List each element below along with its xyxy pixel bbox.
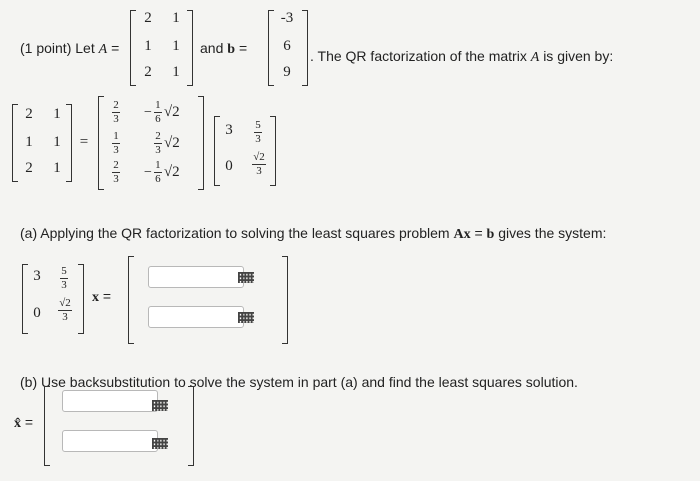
- x-equals: [92, 288, 111, 306]
- qr-statement: [310, 48, 613, 66]
- answer-field[interactable]: [67, 432, 141, 452]
- matrix-cell: 1: [53, 160, 61, 176]
- fraction: [58, 298, 72, 323]
- part-a-label: [20, 225, 606, 243]
- bracket-right: [188, 386, 194, 466]
- numerator: √2: [59, 297, 71, 309]
- part-b-label: (b) Use backsubstitution to solve the system in part (a) and find the least squares solution.: [20, 374, 578, 390]
- answer-input-b1[interactable]: [62, 390, 158, 412]
- q-entry: [144, 100, 180, 125]
- sqrt-term: √2: [163, 104, 180, 120]
- x-symbol: x: [92, 290, 99, 305]
- matrix-cell: 1: [172, 38, 180, 54]
- and-word: and: [200, 40, 224, 56]
- eq-lhs: Ax: [453, 227, 471, 242]
- sqrt-term: √2: [163, 164, 180, 180]
- numerator: 5: [61, 265, 67, 277]
- fraction: [112, 131, 120, 156]
- matrix-cell: 3: [225, 122, 233, 138]
- denominator: 3: [155, 144, 161, 156]
- equals-sign: =: [474, 225, 483, 241]
- vector-cell: 9: [283, 64, 291, 80]
- bracket-left: [268, 10, 274, 86]
- bracket-right: [282, 256, 288, 344]
- matrix-cell: 2: [144, 10, 152, 26]
- q-entry: [144, 160, 180, 185]
- fraction: [254, 120, 262, 145]
- answer-field[interactable]: [153, 268, 227, 288]
- matrix-cell: 3: [33, 268, 41, 284]
- matrix-entry-icon[interactable]: [238, 312, 254, 323]
- bracket-right: [198, 96, 204, 190]
- fraction: [112, 100, 120, 125]
- equals-sign: =: [102, 288, 112, 304]
- matrix-entry-icon[interactable]: [152, 438, 168, 449]
- matrix-cell: 1: [53, 106, 61, 122]
- numerator: 2: [113, 159, 119, 171]
- denominator: 3: [113, 173, 119, 185]
- bracket-right: [270, 116, 276, 186]
- equals-sign: =: [238, 40, 248, 56]
- sqrt-term: √2: [164, 135, 180, 151]
- bracket-left: [128, 256, 134, 344]
- sign: −: [144, 164, 152, 180]
- denominator: 3: [256, 165, 262, 177]
- answer-input-a2[interactable]: [148, 306, 244, 328]
- matrix-cell: 1: [172, 10, 180, 26]
- fraction: [252, 152, 266, 177]
- numerator: 1: [155, 99, 161, 111]
- denominator: 3: [61, 279, 67, 291]
- q-entry: [152, 131, 180, 156]
- numerator: √2: [253, 151, 265, 163]
- answer-field[interactable]: [153, 308, 227, 328]
- answer-input-a1[interactable]: [148, 266, 244, 288]
- A-symbol: A: [98, 42, 108, 57]
- denominator: 3: [113, 144, 119, 156]
- b-symbol: b: [227, 42, 236, 57]
- matrix-entry-icon[interactable]: [152, 400, 168, 411]
- equals-sign: =: [24, 414, 34, 430]
- denominator: 3: [62, 311, 68, 323]
- equals-sign: =: [111, 40, 120, 56]
- denominator: 3: [113, 113, 119, 125]
- denominator: 6: [155, 113, 161, 125]
- intro-prefix: (1 point) Let: [20, 40, 95, 56]
- bracket-left: [44, 386, 50, 466]
- fraction: [112, 160, 120, 185]
- numerator: 5: [255, 119, 261, 131]
- matrix-cell: 1: [53, 134, 61, 150]
- matrix-cell: 0: [33, 305, 41, 321]
- denominator: 3: [255, 133, 261, 145]
- numerator: 2: [113, 99, 119, 111]
- vector-cell: -3: [280, 10, 294, 26]
- matrix-cell: 1: [144, 38, 152, 54]
- bracket-left: [130, 10, 136, 86]
- qr-text: . The QR factorization of the matrix: [310, 48, 527, 64]
- answer-field[interactable]: [67, 392, 141, 412]
- bracket-right: [187, 10, 193, 86]
- xhat-symbol: x̂: [14, 416, 21, 431]
- answer-input-b2[interactable]: [62, 430, 158, 452]
- fraction: [60, 266, 68, 291]
- bracket-left: [98, 96, 104, 190]
- and-b-text: [200, 40, 247, 58]
- matrix-entry-icon[interactable]: [238, 272, 254, 283]
- bracket-left: [214, 116, 220, 186]
- xhat-equals: [14, 414, 33, 432]
- vector-cell: 6: [283, 38, 291, 54]
- matrix-cell: 2: [144, 64, 152, 80]
- part-a-text: (a) Applying the QR factorization to solving the least squares problem: [20, 225, 450, 241]
- part-a-text-end: gives the system:: [498, 225, 607, 241]
- bracket-left: [22, 264, 28, 334]
- equals-sign: =: [79, 134, 89, 150]
- bracket-right: [302, 10, 308, 86]
- matrix-cell: 2: [25, 160, 33, 176]
- matrix-cell: 2: [25, 106, 33, 122]
- eq-rhs: b: [486, 227, 495, 242]
- denominator: 6: [155, 173, 161, 185]
- A-symbol: A: [530, 50, 540, 65]
- matrix-cell: 1: [25, 134, 33, 150]
- intro-text: [20, 40, 119, 58]
- numerator: 1: [155, 159, 161, 171]
- bracket-right: [78, 264, 84, 334]
- bracket-right: [66, 104, 72, 182]
- bracket-left: [12, 104, 18, 182]
- matrix-cell: 0: [225, 158, 233, 174]
- sign: −: [144, 104, 152, 120]
- numerator: 1: [113, 130, 119, 142]
- qr-text-end: is given by:: [543, 48, 614, 64]
- matrix-cell: 1: [172, 64, 180, 80]
- numerator: 2: [155, 130, 161, 142]
